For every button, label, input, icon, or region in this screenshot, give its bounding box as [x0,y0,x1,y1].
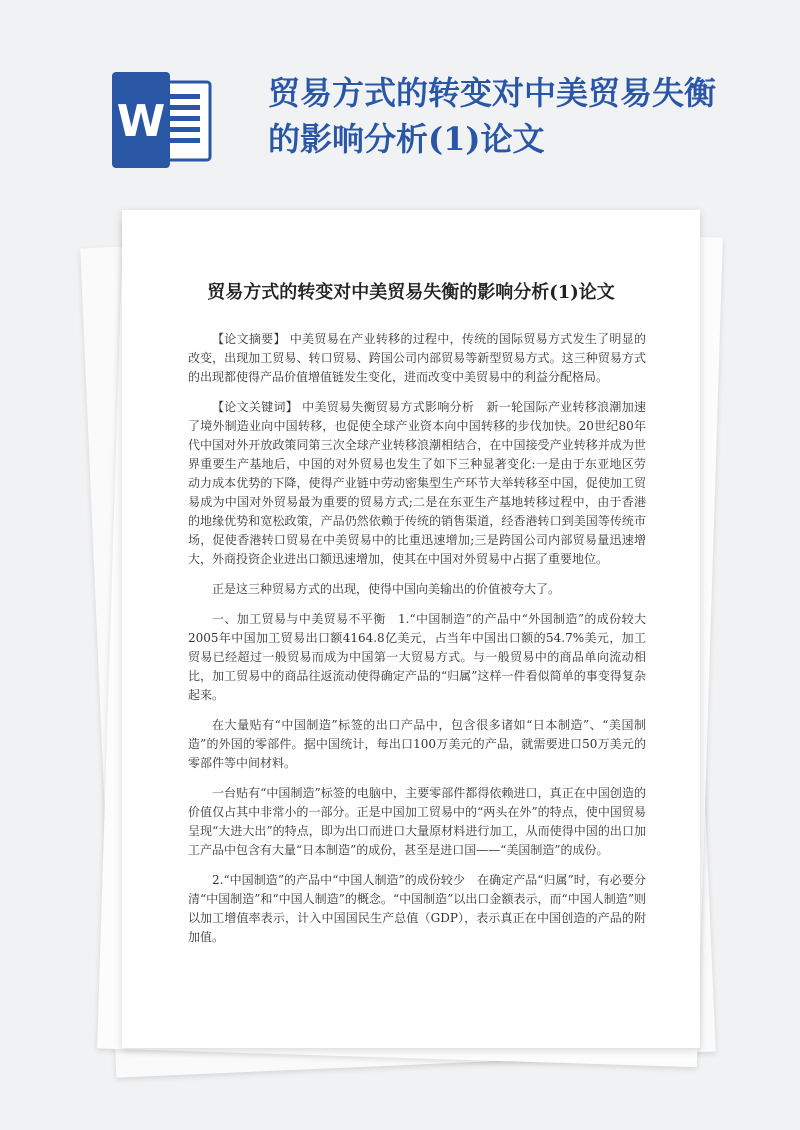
paragraph-keywords: 【论文关键词】 中美贸易失衡贸易方式影响分析 新一轮国际产业转移浪潮加速了境外制造业向中国转移，也促使全球产业资本向中国转移的步伐加快。20世纪80年代中国对外开放政策同第三次全球产业转移浪潮相结合，在中国接受产业转移并成为世界重要生产基地后，中国的对外贸易也发生了如下三种显著变化:一是由于东亚地区劳动力成本优势的下降，使得产业链中劳动密集型生产环节大举转移至中国，促使加工贸易成为中国对外贸易最为重要的贸易方式;二是在东亚生产基地转移过程中，由于香港的地缘优势和宽松政策，产品仍然依赖于传统的销售渠道，经香港转口到美国等传统市场，促使香港转口贸易在中美贸易中的比重迅速增加;三是跨国公司内部贸易量迅速增大，外商投资企业进出口额迅速增加，使其在中国对外贸易中占据了重要地位。 [188,400,646,566]
word-document-icon [112,72,212,168]
paragraph-abstract: 【论文摘要】 中美贸易在产业转移的过程中，传统的国际贸易方式发生了明显的改变，出现加工贸易、转口贸易、跨国公司内部贸易等新型贸易方式。这三种贸易方式的出现都使得产品价值增值链发生变化，进而改变中美贸易中的利益分配格局。 [188,332,646,384]
paragraph: 正是这三种贸易方式的出现，使得中国向美输出的价值被夸大了。 [212,582,561,596]
document-body [188,330,659,958]
word-logo-letter: W [116,96,166,147]
paragraph: 一台贴有“中国制造”标签的电脑中，主要零部件都得依赖进口，真正在中国创造的价值仅占其中非常小的一部分。正是中国加工贸易中的“两头在外”的特点，使中国贸易呈现“大进大出”的特点，即为出口而进口大量原材料进行加工，从而使得中国的出口加工产品中包含有大量“日本制造”的成份，甚至是进口国——“美国制造”的成份。 [188,786,646,857]
document-title: 贸易方式的转变对中美贸易失衡的影响分析(1)论文 [207,282,615,303]
page-title: 贸易方式的转变对中美贸易失衡的影响分析(1)论文 [268,74,717,158]
paragraph: 在大量贴有“中国制造”标签的出口产品中，包含很多诸如“日本制造”、“美国制造”的外国的零部件。据中国统计，每出口100万美元的产品，就需要进口50万美元的零部件等中间材料。 [188,718,646,770]
paragraph: 一、加工贸易与中美贸易不平衡 1.“中国制造”的产品中“外国制造”的成份较大 2005年中国加工贸易出口额4164.8亿美元，占当年中国出口额的54.7%美元，加工贸易已经超过一般贸易而成为中国第一大贸易方式。与一般贸易中的商品单向流动相比，加工贸易中的商品往返流动使得确定产品的“归属”这样一件看似简单的事变得复杂起来。 [188,612,659,702]
document-page [122,210,700,1048]
page-header [0,0,800,200]
paragraph: 2.“中国制造”的产品中“中国人制造”的成份较少 在确定产品“归属”时，有必要分清“中国制造”和“中国人制造”的概念。“中国制造”以出口金额表示，而“中国人制造”则以加工增值率表示，计入中国国民生产总值（GDP），表示真正在中国创造的产品的附加值。 [188,873,646,944]
